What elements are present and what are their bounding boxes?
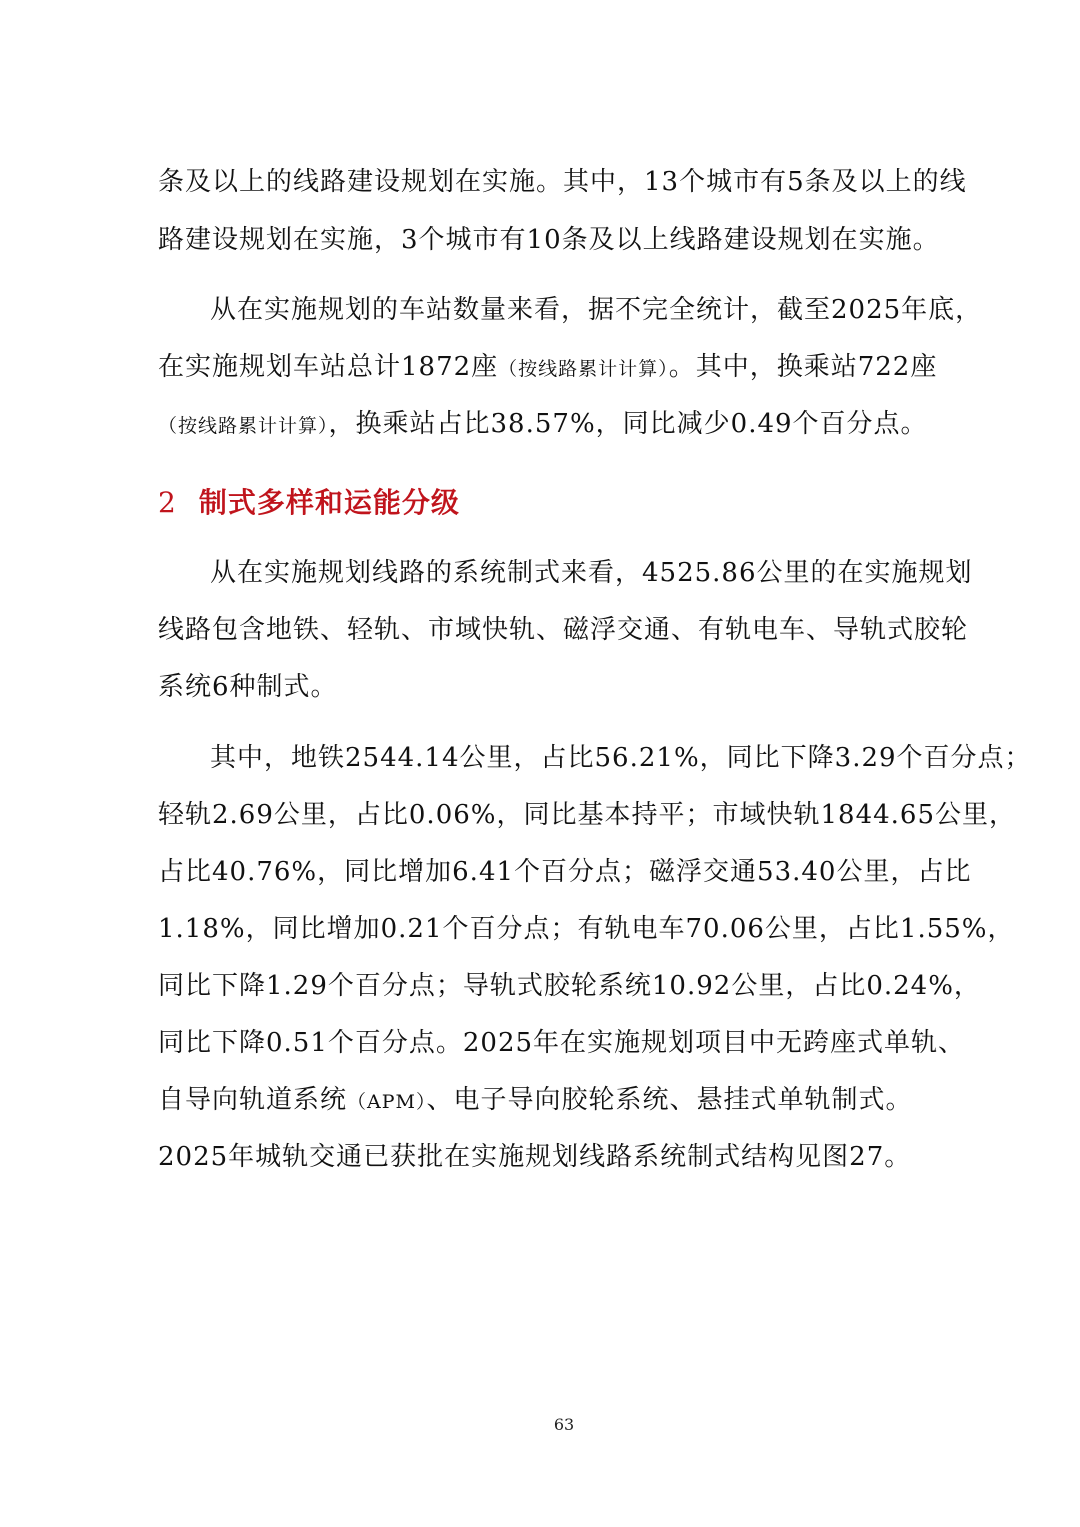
- paragraph-2-line-2-text-b: 。其中，换乘站722座: [668, 352, 938, 382]
- paragraph-4-line-8: 2025年城轨交通已获批在实施规划线路系统制式结构见图27。: [158, 1142, 912, 1172]
- paragraph-2-line-1: 从在实施规划的车站数量来看，据不完全统计，截至2025年底，: [210, 295, 983, 325]
- paragraph-4-line-6: 同比下降0.51个百分点。2025年在实施规划项目中无跨座式单轨、: [158, 1028, 966, 1058]
- paragraph-2-line-2-text-a: 在实施规划车站总计1872座: [158, 352, 499, 382]
- paragraph-2-line-3-text: ，换乘站占比38.57%，同比减少0.49个百分点。: [328, 409, 928, 439]
- paragraph-4-line-1: 其中，地铁2544.14公里，占比56.21%，同比下降3.29个百分点；: [210, 743, 1032, 773]
- paragraph-4-line-7-note: （APM）: [347, 1091, 427, 1113]
- paragraph-4-line-4: 1.18%，同比增加0.21个百分点；有轨电车70.06公里，占比1.55%，: [158, 914, 1015, 944]
- paragraph-4-line-3: 占比40.76%，同比增加6.41个百分点；磁浮交通53.40公里，占比: [158, 857, 972, 887]
- paragraph-4-line-5: 同比下降1.29个百分点；导轨式胶轮系统10.92公里，占比0.24%，: [158, 971, 981, 1001]
- paragraph-4-line-2: 轻轨2.69公里，占比0.06%，同比基本持平；市域快轨1844.65公里，: [158, 800, 1017, 830]
- section-title: 制式多样和运能分级: [198, 486, 460, 519]
- paragraph-2-line-2: [158, 350, 937, 386]
- paragraph-1-line-2: 路建设规划在实施，3个城市有10条及以上线路建设规划在实施。: [158, 225, 940, 255]
- paragraph-3-line-2: 线路包含地铁、轻轨、市域快轨、磁浮交通、有轨电车、导轨式胶轮: [158, 615, 969, 645]
- paragraph-4-line-7-text-b: 、电子导向胶轮系统、悬挂式单轨制式。: [426, 1085, 913, 1115]
- page-number: 63: [553, 1415, 575, 1434]
- paragraph-2-line-3: [158, 407, 928, 443]
- section-number: 2: [158, 486, 177, 519]
- paragraph-3-line-1: 从在实施规划线路的系统制式来看，4525.86公里的在实施规划: [210, 558, 973, 588]
- section-heading: [158, 485, 460, 521]
- paragraph-2-line-3-note: （按线路累计计算）: [158, 415, 329, 437]
- paragraph-2-line-2-note: （按线路累计计算）: [498, 358, 669, 380]
- paragraph-4-line-7: [158, 1083, 913, 1119]
- paragraph-1-line-1: 条及以上的线路建设规划在实施。其中，13个城市有5条及以上的线: [158, 167, 967, 197]
- paragraph-3-line-3: 系统6种制式。: [158, 672, 338, 702]
- paragraph-4-line-7-text-a: 自导向轨道系统: [158, 1085, 348, 1115]
